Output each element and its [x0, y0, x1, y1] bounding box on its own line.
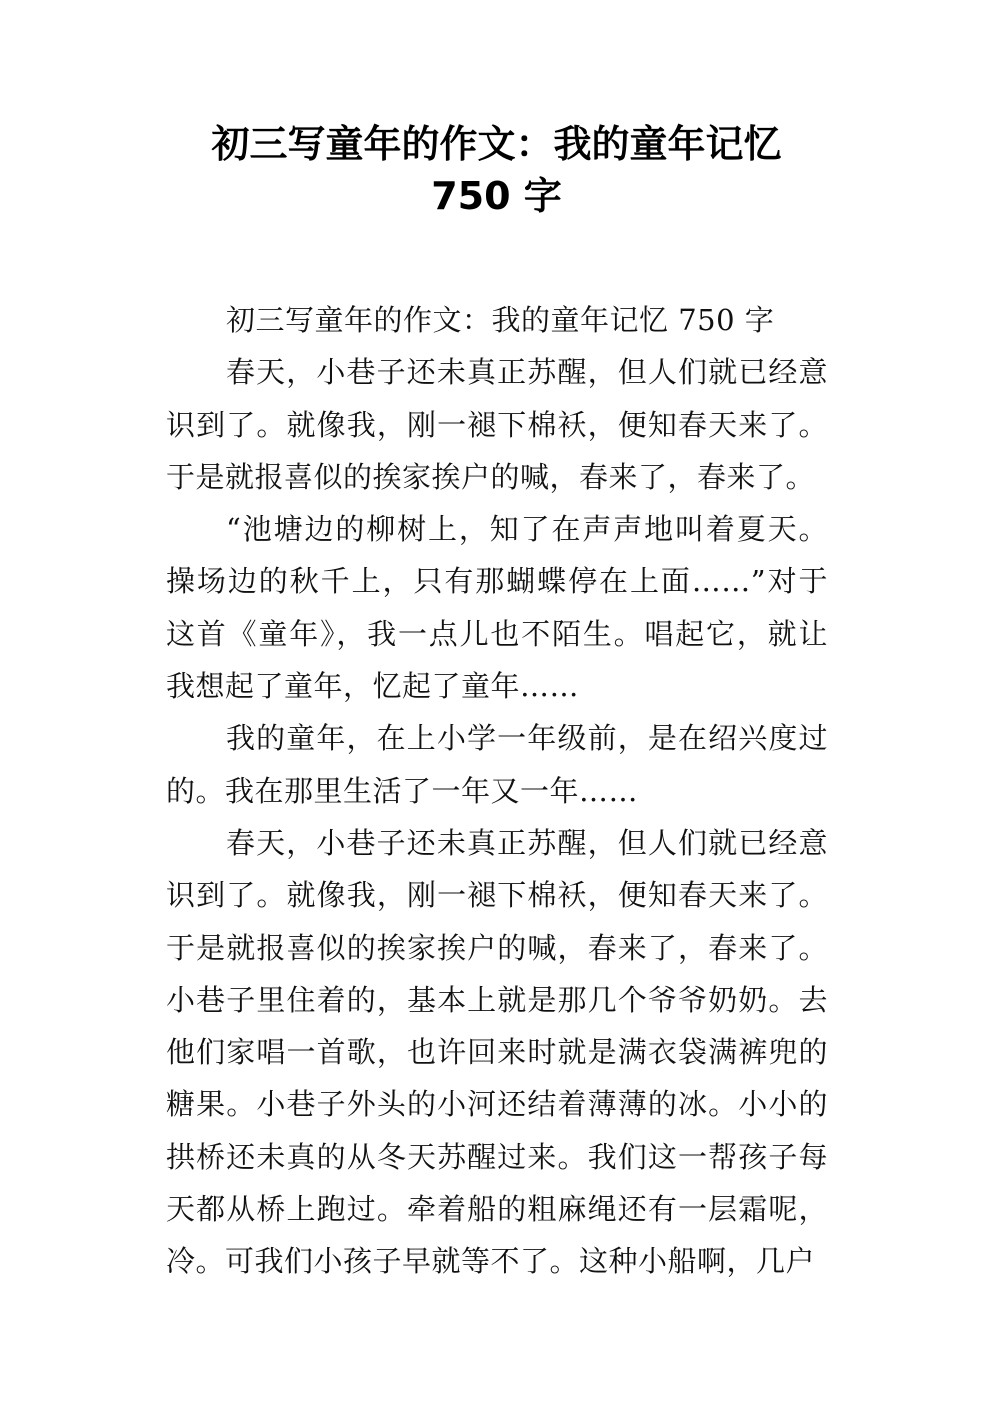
paragraph: “池塘边的柳树上，知了在声声地叫着夏天。操场边的秋千上，只有那蝴蝶停在上面……”对于这首《童年》，我一点儿也不陌生。唱起它，就让我想起了童年，忆起了童年…… [166, 512, 828, 704]
paragraph: 春天，小巷子还未真正苏醒，但人们就已经意识到了。就像我，刚一褪下棉袄，便知春天来了。于是就报喜似的挨家挨户的喊，春来了，春来了。 [166, 355, 828, 494]
title-line-1: 初三写童年的作文：我的童年记忆 [211, 122, 782, 166]
paragraph: 春天，小巷子还未真正苏醒，但人们就已经意识到了。就像我，刚一褪下棉袄，便知春天来了。于是就报喜似的挨家挨户的喊，春来了，春来了。小巷子里住着的，基本上就是那几个爷爷奶奶。去他们家唱一首歌，也许回来时就是满衣袋满裤兜的糖果。小巷子外头的小河还结着薄薄的冰。小小的拱桥还未真的从冬天苏醒过来。我们这一帮孩子每天都从桥上跑过。牵着船的粗麻绳还有一层霜呢，冷。可我们小孩子早就等不了。这种小船啊，几户 [166, 825, 828, 1279]
document-title [150, 118, 843, 222]
title-line-2: 750 字 [431, 174, 562, 218]
paragraph: 我的童年，在上小学一年级前，是在绍兴度过的。我在那里生活了一年又一年…… [166, 721, 828, 808]
document-body [166, 294, 828, 1288]
paragraph-subtitle: 初三写童年的作文：我的童年记忆 750 字 [226, 303, 775, 337]
